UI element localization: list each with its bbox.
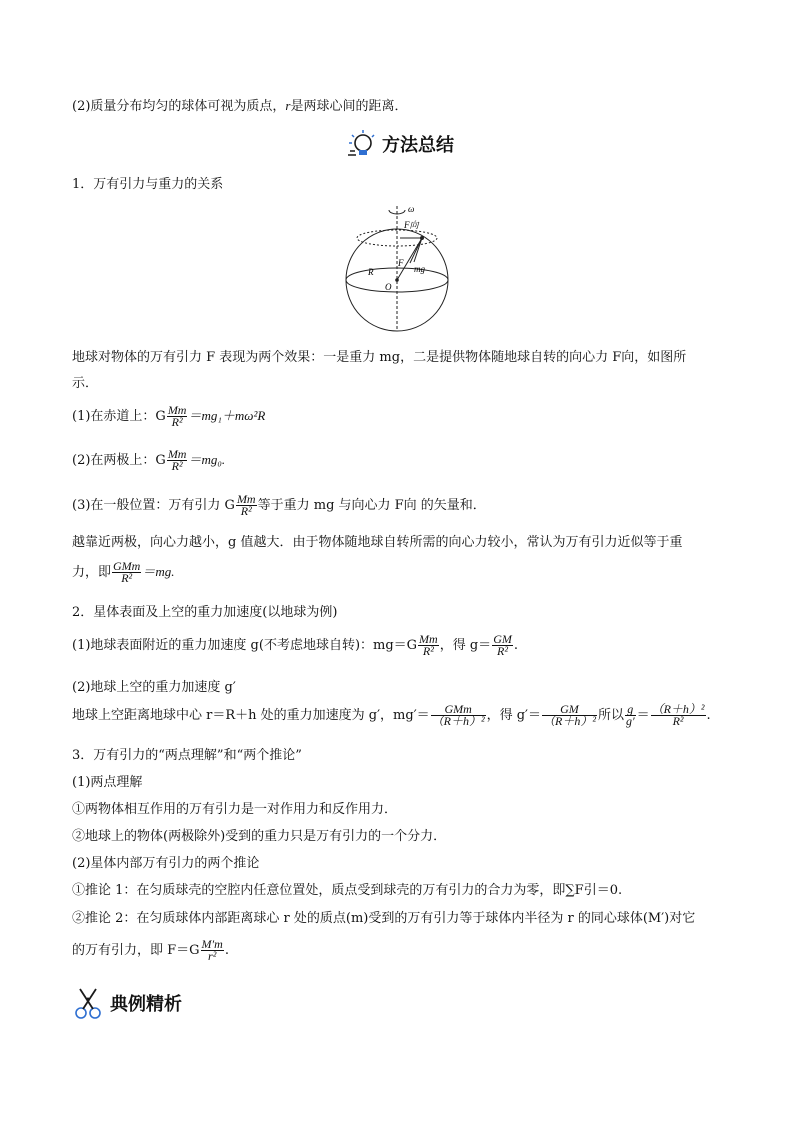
eq2-den: R² [171,459,183,473]
s2-l3-den3: g′ [625,714,635,728]
eq3-post: 等于重力 mg 与向心力 F向 的矢量和． [257,498,486,513]
s2-line2: (2)地球上空的重力加速度 g′ [72,680,236,695]
eq3-pre: (3)在一般位置：万有引力 G [72,498,235,513]
para2-post: ＝mg. [142,564,175,579]
s3-p1a: ①两物体相互作用的万有引力是一对作用力和反作用力． [72,802,398,817]
s3-p2c-num: M′m [201,937,223,951]
s2-l3-den4: R² [672,714,684,728]
eq2-label: (2)在两极上：G [72,453,166,468]
s1-para1: 越靠近两极，向心力越小，g 值越大．由于物体随地球自转所需的向心力较小，常认为万有引力近似等于重 [72,535,683,550]
s1-eq2 [72,448,225,473]
f-dir-label: F向 [404,220,419,230]
s2-l3-num3: g [625,704,636,716]
method-heading [344,127,454,161]
s2-l1-pre: (1)地球表面附近的重力加速度 g(不考虑地球自转)：mg＝G [72,638,418,653]
para2-num: GMm [113,559,141,573]
r-label: R [368,267,374,277]
s2-l3-num4: （R＋h）² [651,702,705,716]
intro-text-post: 是两球心间的距离． [290,99,408,114]
eq2-rhs: ＝mg₀. [188,452,226,467]
s3-p2b: ②推论 2：在匀质球体内部距离球心 r 处的质点(m)受到的万有引力等于球体内半径为 r 的同心球体(M′)对它 [72,911,696,926]
s2-l3-pre: 地球上空距离地球中心 r＝R＋h 处的重力加速度为 g′，mg′＝ [72,708,430,723]
mg-label: mg [414,264,425,274]
earth-diagram [338,198,458,332]
eq2-frac [167,449,188,472]
eq3-frac [236,494,257,517]
s2-l3-num1: GMm [431,704,486,716]
s3-p2c: 的万有引力，即 F＝G $\frac{M'm}{\text{r²}}$ . [72,937,229,963]
example-heading [72,985,182,1021]
s3-p1: (1)两点理解 [72,775,143,790]
omega-label: ω [408,204,415,214]
intro-text-pre: (2)质量分布均匀的球体可视为质点， [72,99,286,114]
s2-l3-frac3 [625,704,636,727]
s2-line3: 地球上空距离地球中心 r＝R＋h 处的重力加速度为 g′，mg′＝ $\frac{\text{GMm}}{\text{（R＋h）²}}$ ，得 g′＝ $\frac{GM}{\text{（R＋h）²}}$ 所以 $\frac{g}{g'}$ ＝ $\frac{\text{（R＋h）²}}{\text{R²}}$ . [72,702,711,728]
eq1-frac [167,405,188,428]
s3-p2c-pre: 的万有引力，即 F＝G [72,943,200,958]
s3-p2c-den: r² [208,949,217,963]
s2-l3-mid: ，得 g′＝ [486,708,541,723]
para2-pre: 力，即 [72,565,112,580]
s1-para2 [72,560,174,585]
eq1-label: (1)在赤道上：G [72,409,166,424]
s2-l1-den1: R² [422,644,434,658]
s1-desc2: 示． [72,376,99,391]
s2-l3-frac4 [651,704,706,727]
intro-line [72,98,408,115]
s2-l1-den2: R² [497,644,508,658]
s1-title: 1．万有引力与重力的关系 [72,177,224,192]
eq1-rhs: ＝mg₁＋mω²R [188,408,266,423]
s2-l3-frac1 [431,704,486,727]
s3-title: 3．万有引力的“两点理解”和“两个推论” [72,748,302,763]
s3-p2: (2)星体内部万有引力的两个推论 [72,856,260,871]
s2-l3-den1: （R＋h）² [431,714,485,728]
s1-eq1 [72,404,265,429]
para2-frac [112,561,141,584]
intro-var-r: r [285,98,291,113]
s2-l3-num2: GM [542,704,597,716]
eq3-num: Mm [236,492,256,506]
s3-p1b: ②地球上的物体(两极除外)受到的重力只是万有引力的一个分力． [72,829,447,844]
s1-eq3 [72,494,486,518]
s2-line1: (1)地球表面附近的重力加速度 g(不考虑地球自转)：mg＝G $\frac{Mm}{\text{R²}}$ ，得 g＝ $\frac{GM}{\text{R²}}$ . [72,632,518,658]
s2-l1-num2: GM [493,632,512,646]
s2-l1-num1: Mm [419,632,438,646]
s2-l1-frac2 [492,634,513,657]
s2-l3-mid2: 所以 [597,708,624,723]
para2-den: R² [121,571,133,585]
f-arrow [410,238,422,263]
s2-l1-mid: ，得 g＝ [439,638,492,653]
object-point [420,236,424,240]
s2-l3-post: ＝ [636,708,650,723]
eq2-num: Mm [167,447,187,461]
eq3-den: R² [240,504,252,518]
s2-l1-frac1 [418,634,439,657]
s2-l3-frac2 [542,704,597,727]
s2-l3-den2: （R＋h）² [543,714,596,728]
s3-p2c-frac [201,939,224,962]
lightbulb-icon [344,127,378,161]
s1-desc1: 地球对物体的万有引力 F 表现为两个效果：一是重力 mg，二是提供物体随地球自转的向心力 F向，如图所 [72,350,687,365]
method-heading-text: 方法总结 [382,135,454,156]
scissors-icon [72,985,106,1021]
s2-title: 2．星体表面及上空的重力加速度(以地球为例) [72,605,338,620]
center-point [395,278,399,282]
example-heading-text: 典例精析 [110,994,182,1015]
eq1-num: Mm [167,403,187,417]
s3-p2a: ①推论 1：在匀质球壳的空腔内任意位置处，质点受到球壳的万有引力的合力为零，即∑F引＝0. [72,883,623,898]
eq1-den: R² [171,415,183,429]
o-label: O [385,282,392,292]
f-label: F [398,258,404,268]
